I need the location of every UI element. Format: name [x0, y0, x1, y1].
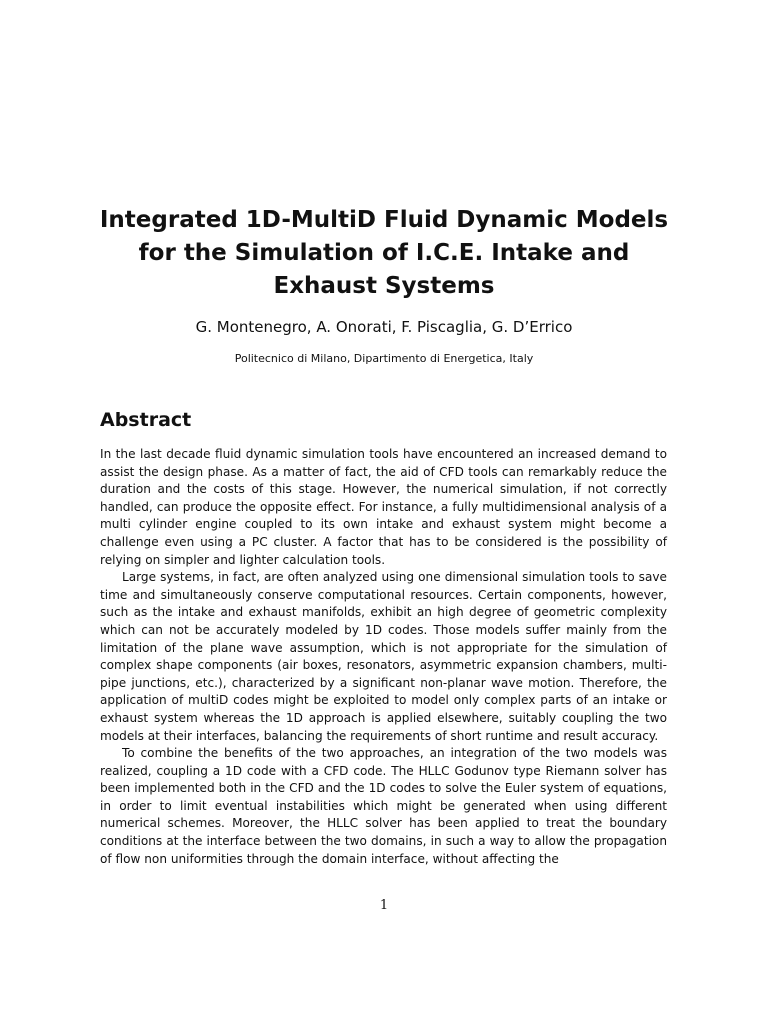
abstract-paragraph: To combine the benefits of the two approaches, an integration of the two models was realized, coupling a 1D code with a CFD code. The HLLC Godunov type Riemann solver has been implemented both in the CFD and the 1D codes to solve the Euler system of equations, in order to limit eventual instabilities which might be generated when using different numerical schemes. Moreover, the HLLC solver has been applied to treat the boundary conditions at the interface between the two domains, in such a way to allow the propagation of flow non uniformities through the domain interface, without affecting the: [100, 746, 667, 866]
paper-title: Integrated 1D-MultiD Fluid Dynamic Models for the Simulation of I.C.E. Intake and Exhaust Systems: [99, 207, 669, 299]
abstract-paragraph: In the last decade fluid dynamic simulation tools have encountered an increased demand to assist the design phase. As a matter of fact, the aid of CFD tools can remarkably reduce the duration and the costs of this stage. However, the numerical simulation, if not correctly handled, can produce the opposite effect. For instance, a fully multidimensional analysis of a multi cylinder engine coupled to its own intake and exhaust system might become a challenge even using a PC cluster. A factor that has to be considered is the possibility of relying on simpler and lighter calculation tools.: [100, 447, 667, 567]
author-affiliation: Politecnico di Milano, Dipartimento di Energetica, Italy: [234, 352, 534, 365]
abstract-paragraph: Large systems, in fact, are often analyzed using one dimensional simulation tools to save time and simultaneously conserve computational resources. Certain components, however, such as the intake and exhaust manifolds, exhibit an high degree of geometric complexity which can not be accurately modeled by 1D codes. Those models suffer mainly from the limitation of the plane wave assumption, which is not appropriate for the simulation of complex shape components (air boxes, resonators, asymmetric expansion chambers, multi-pipe junctions, etc.), characterized by a significant non-planar wave motion. Therefore, the application of multiD codes might be exploited to model only complex parts of an intake or exhaust system whereas the 1D approach is applied elsewhere, suitably coupling the two models at their interfaces, balancing the requirements of short runtime and result accuracy.: [100, 570, 667, 743]
abstract-body: [100, 446, 667, 868]
abstract-heading: Abstract: [100, 409, 192, 431]
page-number: 1: [379, 898, 389, 913]
author-list: G. Montenegro, A. Onorati, F. Piscaglia, G. D’Errico: [195, 318, 573, 336]
